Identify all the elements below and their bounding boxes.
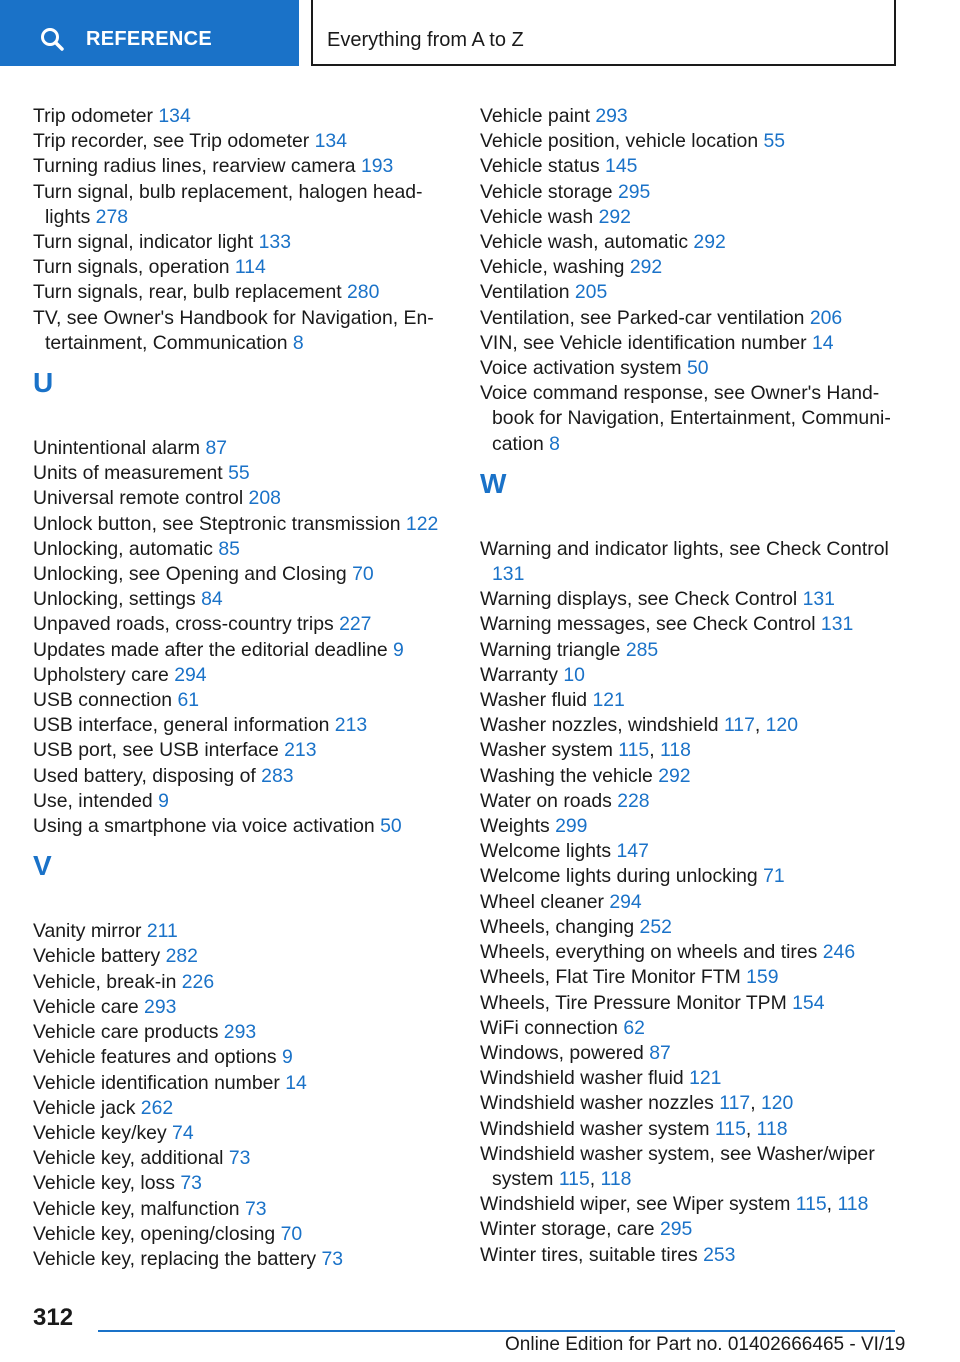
page-link[interactable]: 293 [144,995,177,1018]
page-link[interactable]: 282 [165,945,198,968]
page-link[interactable]: 114 [234,256,266,279]
index-entry [480,1217,910,1242]
footer-edition: Online Edition for Part no. 01402666465 - VI/19 [505,1334,906,1355]
index-entry [33,461,453,486]
page-link[interactable]: 118 [659,739,691,762]
index-entry [480,255,910,280]
page-link[interactable]: 73 [244,1197,267,1220]
page-link[interactable]: 253 [703,1243,736,1266]
page-link[interactable]: 70 [352,563,374,586]
page-link[interactable]: 193 [360,155,394,178]
page-link[interactable]: 8 [549,432,560,455]
section-letter: V [33,850,52,882]
section-letter: U [33,367,54,399]
entry-text: WiFi connection [480,1016,618,1039]
page-link[interactable]: 14 [811,331,834,354]
entry-text: Turning radius lines, rearview camera [33,155,356,178]
index-entry [480,965,910,990]
page-link[interactable]: 120 [760,1092,794,1115]
entry-text: Welcome lights [480,840,612,863]
page-link[interactable]: 9 [158,789,169,812]
page-link[interactable]: 145 [605,155,638,178]
page-link[interactable]: 10 [563,663,585,686]
page-link[interactable]: 134 [314,130,347,153]
index-entry [33,1071,453,1096]
entry-text: Vehicle key, loss [33,1172,175,1195]
entry-text: Vehicle key, opening/closing [33,1222,276,1245]
index-entry [33,663,453,688]
page-link[interactable]: 84 [201,588,223,611]
page-link[interactable]: 50 [686,357,709,380]
index-entry [33,1247,453,1272]
page-link[interactable]: 292 [693,231,726,254]
page-link[interactable]: 117 [723,714,755,737]
index-entry: Windshield washer system, see Washer/wiper system 115, 118 [480,1142,875,1190]
entry-text: Vehicle paint [480,105,590,127]
index-entry [33,587,453,612]
index-entry [480,537,910,587]
entry-text: Using a smartphone via voice activation [33,815,375,838]
index-entry: Washer nozzles, windshield 117, 120 [480,714,798,737]
entry-text: Vehicle jack [33,1096,136,1119]
entry-text: Vehicle storage [480,180,613,203]
page-link[interactable]: 295 [659,1218,693,1241]
index-column-left [33,104,453,1272]
entry-text: Ventilation [480,281,570,304]
index-entry [480,230,910,255]
entry-text: Winter storage, care [480,1218,655,1241]
index-entry [33,970,453,995]
entry-text: Vehicle identification number [33,1071,280,1094]
entry-text: Unlocking, settings [33,588,196,611]
entry-text: Upholstery care [33,663,169,686]
page-link[interactable]: 211 [146,920,178,943]
entry-text: Water on roads [480,789,612,812]
entry-text: Windshield washer system, see Washer/wiper system [480,1142,875,1190]
page-link[interactable]: 228 [617,789,650,812]
entry-text: Vehicle status [480,155,600,178]
index-entry [33,1096,453,1121]
index-entry [33,1171,453,1196]
index-entry [33,180,453,230]
entry-text: Washer system [480,739,613,762]
page-link[interactable]: 252 [639,915,672,938]
entry-text: Turn signal, indicator light [33,231,254,254]
entry-text: Vehicle features and options [33,1046,277,1069]
index-entry [480,688,910,713]
entry-text: Warranty [480,663,558,686]
index-entry [480,1066,910,1091]
index-column-right [480,104,910,1268]
index-entry [33,562,453,587]
index-entry [33,738,453,763]
page-link[interactable]: 294 [174,663,207,686]
page-link[interactable]: 213 [334,714,368,737]
index-entry [480,280,910,305]
page-link[interactable]: 70 [280,1222,303,1245]
page-link[interactable]: 55 [763,130,786,153]
page-number: 312 [33,1304,74,1331]
page-link[interactable]: 299 [555,815,588,838]
entry-text: USB interface, general information [33,714,330,737]
entry-text: Windshield washer nozzles [480,1092,714,1115]
page-link[interactable]: 292 [629,256,663,279]
index-entry [480,940,910,965]
entry-text: Turn signal, bulb replacement, halogen headlights [33,180,423,228]
page-link[interactable]: 115 [558,1167,590,1190]
index-entry [480,180,910,205]
page-link[interactable]: 121 [592,689,625,712]
index-entry [33,995,453,1020]
index-entry [480,104,910,129]
index-entry: Windshield washer system 115, 118 [480,1117,788,1140]
index-entry [480,205,910,230]
page-link[interactable]: 73 [180,1172,202,1195]
entry-text: TV, see Owner's Handbook for Navigation, Entertainment, Communication [33,306,434,354]
index-entry [33,1121,453,1146]
page-link[interactable]: 8 [292,331,304,354]
index-entry [33,306,453,356]
entry-text: Windshield washer fluid [480,1067,684,1090]
index-entry [480,764,910,789]
entry-text: Used battery, disposing of [33,764,256,787]
entry-text: Washer fluid [480,689,588,712]
index-entry [33,154,453,179]
page-link[interactable]: 115 [714,1117,746,1140]
entry-text: Unlocking, automatic [33,537,213,560]
page-link[interactable]: 73 [321,1247,344,1270]
index-entry [33,436,453,461]
index-entry [480,1041,910,1066]
entry-text: Warning messages, see Check Control [480,613,816,636]
page-link[interactable]: 206 [809,306,843,329]
index-entry [480,1016,910,1041]
index-entry [480,306,910,331]
index-entry [33,638,453,663]
entry-text: Vehicle key, additional [33,1147,224,1170]
index-entry [480,129,910,154]
index-entry [33,230,453,255]
entry-text: Vehicle key, malfunction [33,1197,240,1220]
index-entry [33,537,453,562]
page-link[interactable]: 147 [616,840,649,863]
entry-text: Welcome lights during unlocking [480,865,758,888]
page-link[interactable]: 117 [719,1092,751,1115]
entry-text: Universal remote control [33,487,244,510]
index-entry [33,1020,453,1045]
entry-text: Units of measurement [33,462,223,485]
index-entry [480,890,910,915]
index-entry [33,486,453,511]
page-link[interactable]: 285 [625,638,659,661]
entry-text: Wheel cleaner [480,890,604,913]
index-entry [33,944,453,969]
page-link[interactable]: 121 [689,1067,722,1090]
page-link[interactable]: 292 [658,764,691,787]
entry-text: Wheels, everything on wheels and tires [480,941,818,964]
entry-text: Vehicle care products [33,1021,219,1044]
entry-text: Voice command response, see Owner's Handbook for Navigation, Entertainment, Communication [480,382,891,455]
entry-text: Trip recorder, see Trip odometer [33,130,310,153]
page-header [0,0,960,66]
index-entry [33,1146,453,1171]
entry-text: Vehicle position, vehicle location [480,130,759,153]
entry-text: Vehicle key/key [33,1121,167,1144]
index-entry [480,356,910,381]
entry-text: Warning displays, see Check Control [480,588,798,611]
page-link[interactable]: 159 [746,966,779,989]
index-entry [33,789,453,814]
page-link[interactable]: 208 [248,487,281,510]
page-link[interactable]: 87 [649,1041,671,1064]
entry-text: Vehicle, break-in [33,970,177,993]
index-entry [33,512,453,537]
page-link[interactable]: 246 [822,941,856,964]
page-link[interactable]: 131 [802,588,835,611]
page-link[interactable]: 115 [795,1193,827,1216]
reference-tab[interactable] [0,0,299,66]
entry-text: Vehicle, washing [480,256,625,279]
index-entry [33,280,453,305]
entry-text: Washing the vehicle [480,764,653,787]
section-letter: W [480,467,507,499]
entry-text: Unintentional alarm [33,437,201,460]
index-entry [480,638,910,663]
entry-text: Windshield washer system [480,1117,710,1140]
entry-text: Updates made after the editorial deadline [33,638,388,661]
entry-text: Vehicle key, replacing the battery [33,1247,317,1270]
page-link[interactable]: 118 [837,1193,869,1216]
page-link[interactable]: 278 [95,205,129,228]
index-entry [480,814,910,839]
index-entry [33,814,453,839]
page-link[interactable]: 131 [820,613,854,636]
index-entry [33,688,453,713]
section-title-tab [311,0,896,66]
page-link[interactable]: 14 [285,1071,307,1094]
entry-text: Ventilation, see Parked-car ventilation [480,306,805,329]
page-link[interactable]: 133 [258,231,291,254]
entry-text: Vehicle care [33,995,139,1018]
entry-text: Wheels, Tire Pressure Monitor TPM [480,991,787,1014]
reference-label: REFERENCE [86,28,213,50]
entry-text: Vehicle battery [33,945,161,968]
page-link[interactable]: 87 [205,437,228,460]
index-entry [480,331,910,356]
entry-text: VIN, see Vehicle identification number [480,331,807,354]
entry-text: Windshield wiper, see Wiper system [480,1193,791,1216]
entry-text: Weights [480,815,550,838]
page-link[interactable]: 131 [492,563,525,586]
index-entry [480,991,910,1016]
entry-text: Vehicle wash, automatic [480,231,689,254]
entry-text: Unpaved roads, cross-country trips [33,613,334,636]
index-entry [480,663,910,688]
entry-text: Vehicle wash [480,205,594,228]
page-link[interactable]: 280 [347,281,380,304]
index-entry [480,154,910,179]
page-link[interactable]: 118 [756,1117,788,1140]
page-link[interactable]: 73 [228,1147,251,1170]
page-link[interactable]: 154 [792,991,825,1014]
index-entry [480,587,910,612]
footer-divider [98,1330,895,1332]
page-link[interactable]: 226 [181,970,215,993]
page-link[interactable]: 74 [172,1121,194,1144]
page-link[interactable]: 122 [405,512,439,535]
index-entry [33,1197,453,1222]
entry-text: Wheels, Flat Tire Monitor FTM [480,966,741,989]
page-link[interactable]: 71 [763,865,785,888]
entry-text: Wheels, changing [480,915,635,938]
index-entry [480,915,910,940]
index-entry [33,1222,453,1247]
index-entry [33,104,453,129]
index-entry [33,1045,453,1070]
entry-text: Vanity mirror [33,920,142,943]
entry-text: Winter tires, suitable tires [480,1243,698,1266]
entry-text: Washer nozzles, windshield [480,714,719,737]
index-entry [33,764,453,789]
index-entry [33,919,453,944]
page-link[interactable]: 9 [393,638,404,661]
index-entry: Washer system 115, 118 [480,739,691,762]
page-link[interactable]: 283 [261,764,294,787]
index-entry [480,1243,910,1268]
index-entry: Windshield wiper, see Wiper system 115, 118 [480,1193,869,1216]
entry-text: Windows, powered [480,1041,644,1064]
page-link[interactable]: 55 [228,462,250,485]
entry-text: USB port, see USB interface [33,739,279,762]
page-link[interactable]: 62 [623,1016,645,1039]
search-icon [40,27,66,53]
page-link[interactable]: 213 [284,739,317,762]
entry-text: USB connection [33,689,173,712]
index-entry [480,612,910,637]
entry-text: Unlocking, see Opening and Closing [33,563,347,586]
index-entry [480,789,910,814]
index-entry [480,864,910,889]
page-link[interactable]: 227 [339,613,372,636]
page-link[interactable]: 50 [380,815,402,838]
section-title: Everything from A to Z [327,29,524,51]
page-link[interactable]: 61 [177,689,200,712]
page-link[interactable]: 120 [765,714,798,737]
index-entry [33,129,453,154]
page-link[interactable]: 9 [282,1046,293,1069]
page-link[interactable]: 134 [158,105,191,127]
index-entry [480,839,910,864]
page-link[interactable]: 292 [598,205,631,228]
entry-text: Warning triangle [480,638,621,661]
page-link[interactable]: 85 [218,537,240,560]
index-entry [33,255,453,280]
page-link[interactable]: 295 [617,180,651,203]
entry-text: Turn signals, rear, bulb replacement [33,281,342,304]
index-entry: Windshield washer nozzles 117, 120 [480,1092,794,1115]
entry-text: Warning and indicator lights, see Check Control [480,537,889,560]
page-link[interactable]: 293 [595,105,628,127]
page-link[interactable]: 293 [223,1021,257,1044]
entry-text: Unlock button, see Steptronic transmission [33,512,401,535]
page-link[interactable]: 294 [609,890,642,913]
index-entry [33,612,453,637]
entry-text: Use, intended [33,789,153,812]
page-link[interactable]: 118 [600,1167,632,1190]
page-link[interactable]: 205 [574,281,608,304]
entry-text: Voice activation system [480,357,682,380]
entry-text: Trip odometer [33,105,153,127]
entry-text: Turn signals, operation [33,256,230,279]
page-link[interactable]: 262 [140,1096,174,1119]
page-link[interactable]: 115 [618,739,650,762]
index-entry [480,381,910,457]
index-entry [33,713,453,738]
